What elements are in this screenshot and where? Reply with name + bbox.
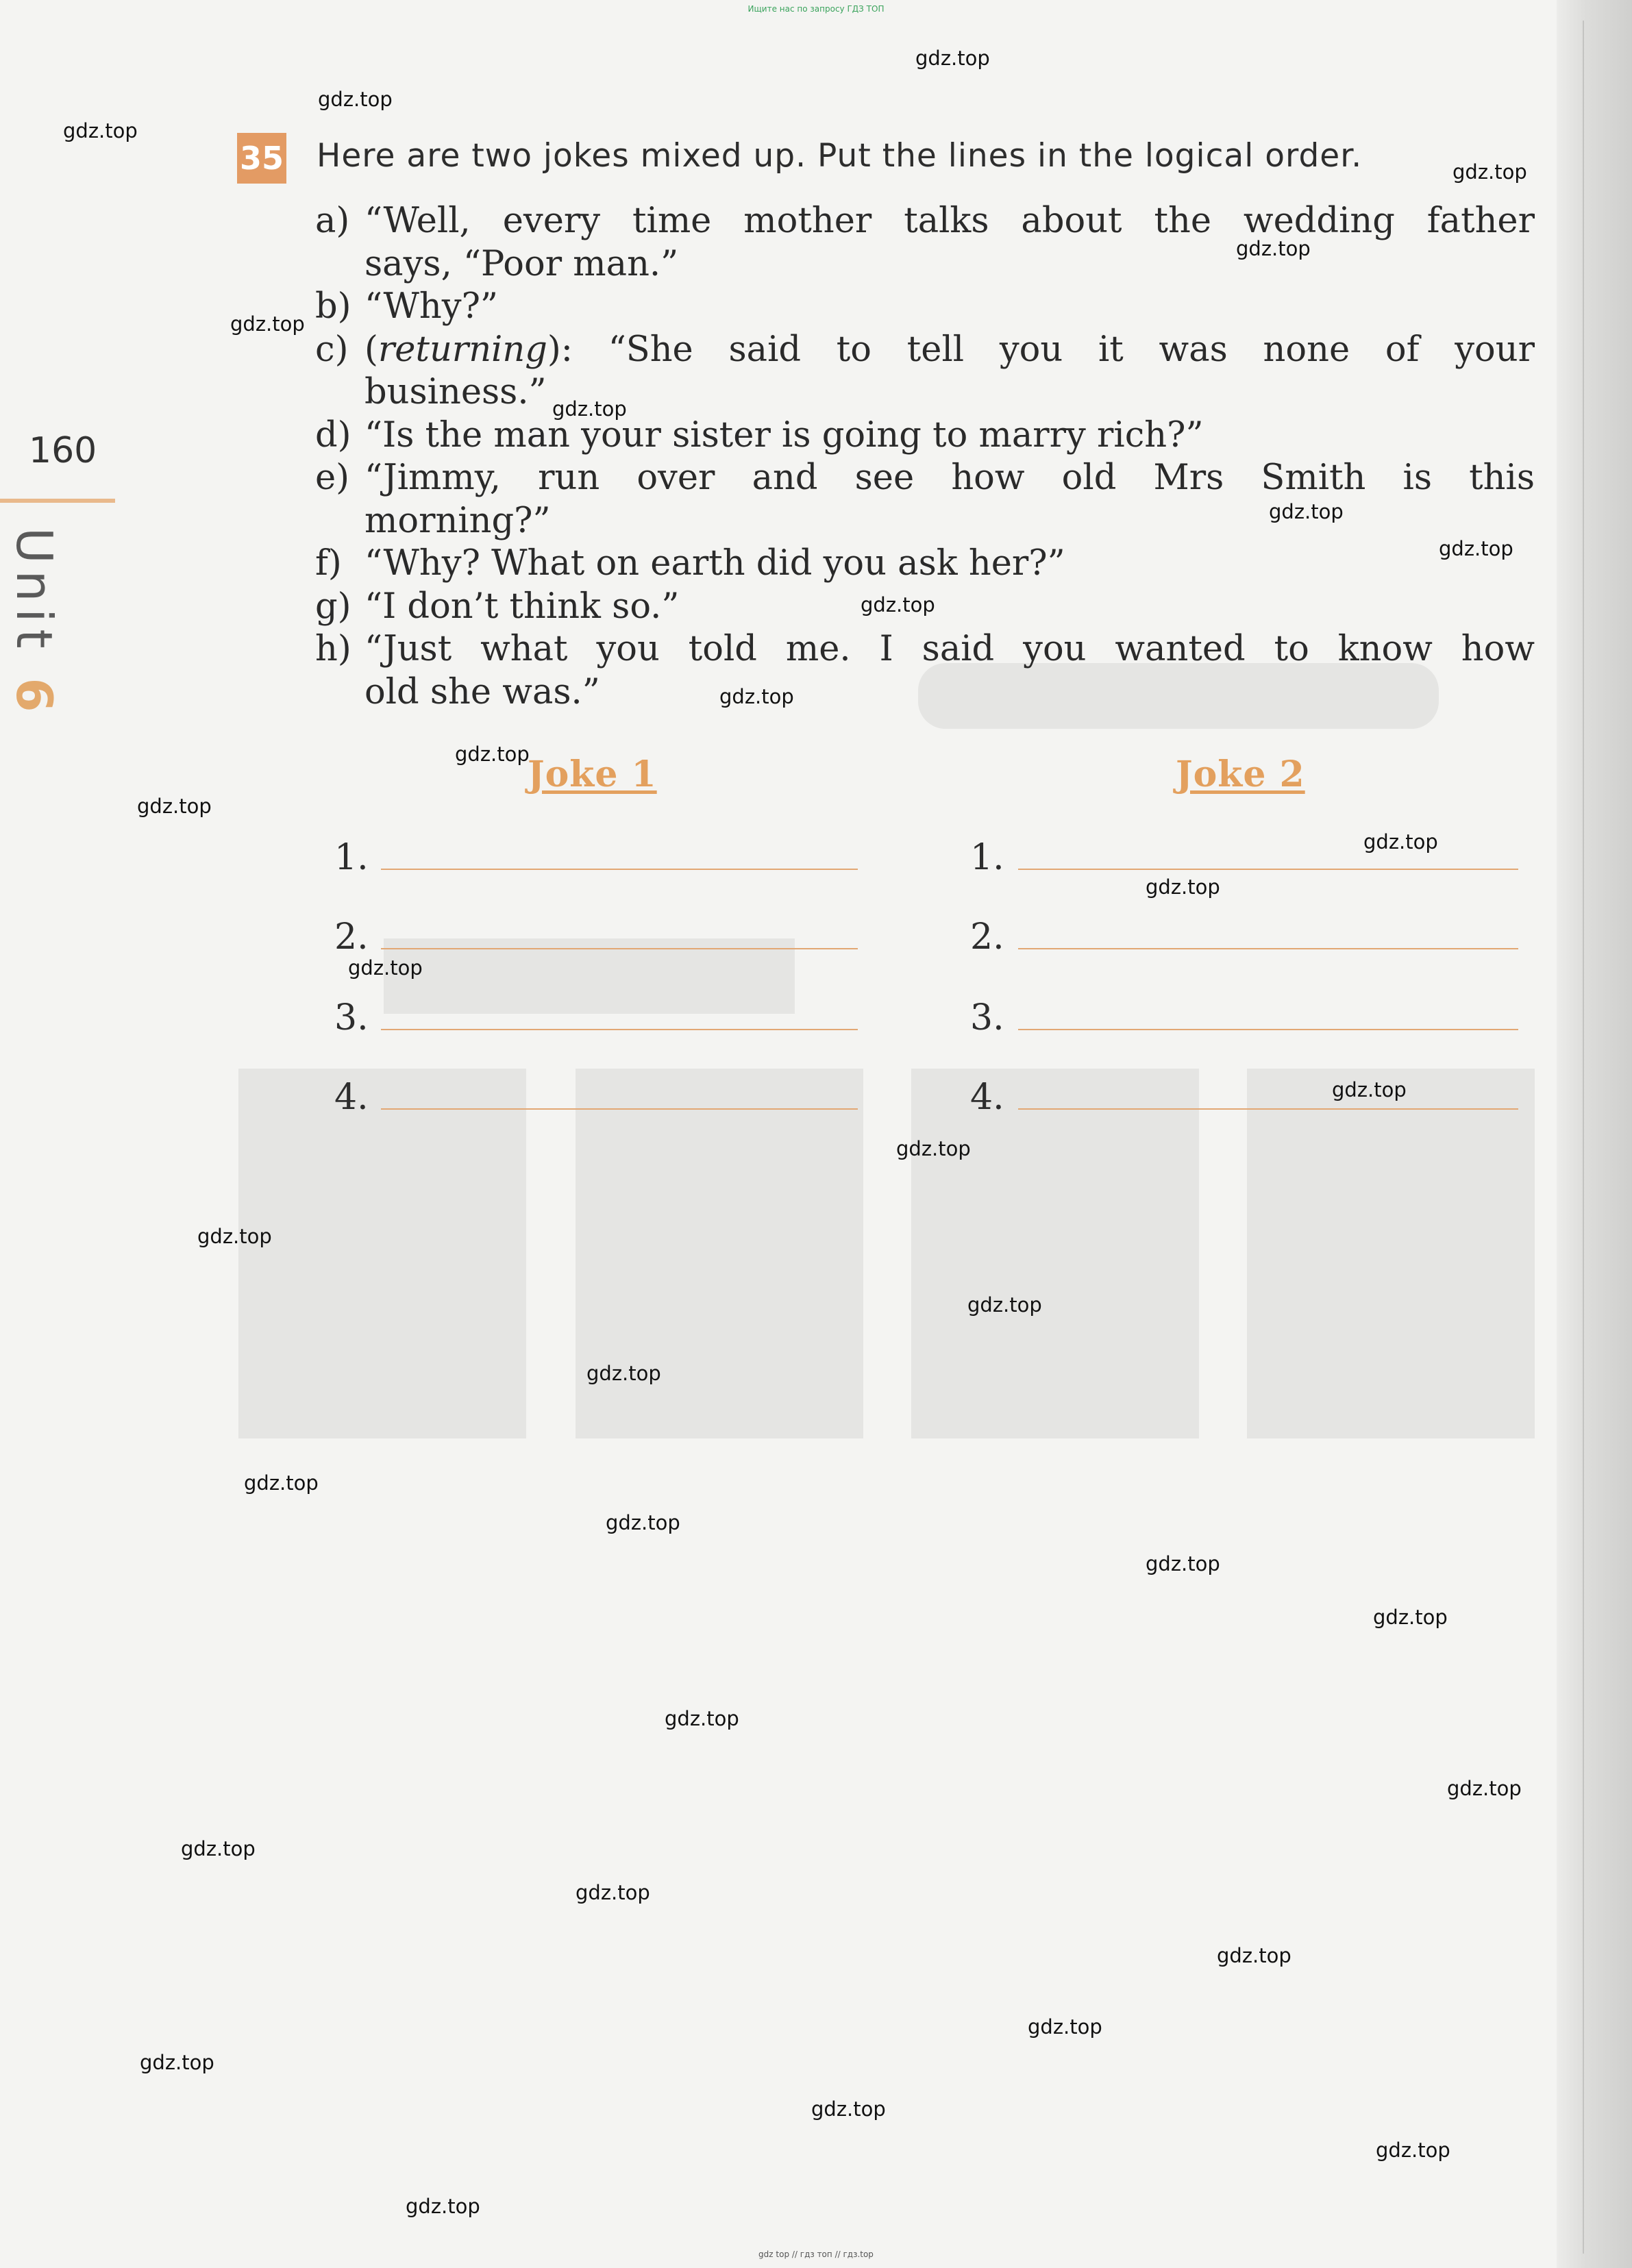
top-banner: Ищите нас по запросу ГДЗ ТОП bbox=[747, 4, 885, 14]
watermark: gdz.top bbox=[406, 2195, 480, 2218]
watermark: gdz.top bbox=[1217, 1944, 1291, 1967]
watermark: gdz.top bbox=[967, 1293, 1042, 1317]
watermark: gdz.top bbox=[606, 1511, 680, 1534]
joke-1-number-3: 3. bbox=[334, 997, 369, 1038]
watermark: gdz.top bbox=[1439, 537, 1513, 560]
page-number: 160 bbox=[29, 430, 97, 471]
line-letter: f) bbox=[315, 543, 342, 584]
exercise-number-badge: 35 bbox=[237, 133, 286, 184]
joke-2-number-3: 3. bbox=[970, 997, 1004, 1038]
unit-label bbox=[5, 527, 63, 719]
watermark: gdz.top bbox=[230, 312, 305, 336]
line-text-italic: returning bbox=[378, 329, 547, 370]
line-text: “Well, every time mother talks about the wedding father bbox=[364, 201, 1535, 241]
watermark: gdz.top bbox=[1373, 1606, 1448, 1629]
joke-line-e-cont: morning?” bbox=[364, 500, 551, 541]
joke-lines-list bbox=[315, 200, 1535, 714]
watermark: gdz.top bbox=[137, 795, 212, 818]
watermark: gdz.top bbox=[1269, 500, 1344, 523]
joke-line-f bbox=[315, 543, 1535, 586]
watermark: gdz.top bbox=[1146, 875, 1220, 899]
joke-2-answer-field-1[interactable] bbox=[1018, 869, 1518, 870]
joke-line-a-cont: says, “Poor man.” bbox=[364, 243, 679, 284]
bleed-through-box bbox=[384, 938, 795, 1014]
line-letter: c) bbox=[315, 329, 349, 370]
joke-line-h-cont: old she was.” bbox=[364, 671, 600, 712]
watermark: gdz.top bbox=[552, 397, 627, 421]
joke-1-title: Joke 1 bbox=[528, 753, 657, 795]
line-letter: d) bbox=[315, 414, 351, 456]
joke-line-d bbox=[315, 414, 1535, 458]
bottom-banner: gdz top // гдз топ // гдз.top bbox=[758, 2250, 874, 2259]
watermark: gdz.top bbox=[244, 1471, 319, 1495]
line-text bbox=[364, 329, 1535, 372]
watermark: gdz.top bbox=[318, 88, 393, 111]
joke-2-answer-field-4[interactable] bbox=[1018, 1108, 1518, 1110]
joke-1-number-4: 4. bbox=[334, 1077, 369, 1118]
joke-line-c-cont: business.” bbox=[364, 372, 547, 412]
joke-line-b bbox=[315, 286, 1535, 329]
line-text-pre: ( bbox=[364, 329, 378, 370]
watermark: gdz.top bbox=[1363, 830, 1438, 853]
line-text: “Why? What on earth did you ask her?” bbox=[364, 543, 1065, 584]
line-letter: a) bbox=[315, 201, 350, 241]
watermark: gdz.top bbox=[1447, 1777, 1522, 1800]
joke-2-number-1: 1. bbox=[970, 837, 1004, 878]
line-text: “Just what you told me. I said you wanted to know how bbox=[364, 629, 1535, 669]
watermark: gdz.top bbox=[1146, 1552, 1220, 1575]
watermark: gdz.top bbox=[896, 1137, 971, 1160]
line-text: “I don’t think so.” bbox=[364, 586, 680, 627]
joke-line-a bbox=[315, 200, 1535, 243]
watermark: gdz.top bbox=[1236, 237, 1311, 260]
watermark: gdz.top bbox=[455, 743, 530, 766]
watermark: gdz.top bbox=[1376, 2139, 1450, 2162]
joke-2-number-4: 4. bbox=[970, 1077, 1004, 1118]
joke-2-answer-field-2[interactable] bbox=[1018, 948, 1518, 949]
joke-line-e bbox=[315, 457, 1535, 500]
bleed-through-photo-4 bbox=[1247, 1069, 1535, 1438]
page-number-rule bbox=[0, 499, 115, 503]
watermark: gdz.top bbox=[576, 1881, 650, 1904]
joke-2-answer-field-3[interactable] bbox=[1018, 1029, 1518, 1030]
watermark: gdz.top bbox=[140, 2051, 214, 2074]
unit-word: Unit bbox=[5, 527, 63, 656]
watermark: gdz.top bbox=[861, 593, 935, 616]
watermark: gdz.top bbox=[63, 119, 138, 142]
watermark: gdz.top bbox=[1332, 1078, 1407, 1101]
page-edge bbox=[1557, 0, 1632, 2268]
page-fold-line bbox=[1583, 21, 1584, 2254]
joke-2-title: Joke 2 bbox=[1176, 753, 1305, 795]
watermark: gdz.top bbox=[665, 1707, 739, 1730]
joke-1-answer-field-1[interactable] bbox=[381, 869, 858, 870]
joke-1-answer-field-4[interactable] bbox=[381, 1108, 858, 1110]
joke-1-number-2: 2. bbox=[334, 917, 369, 958]
bleed-through-photo-3 bbox=[911, 1069, 1199, 1438]
line-text: “Why?” bbox=[364, 286, 498, 327]
line-letter: h) bbox=[315, 629, 351, 669]
watermark: gdz.top bbox=[915, 47, 990, 70]
joke-line-c bbox=[315, 329, 1535, 372]
joke-1-answer-field-2[interactable] bbox=[381, 948, 858, 949]
joke-1-answer-field-3[interactable] bbox=[381, 1029, 858, 1030]
watermark: gdz.top bbox=[1028, 2015, 1102, 2039]
line-text-post: ): “She said to tell you it was none of your bbox=[547, 329, 1535, 370]
watermark: gdz.top bbox=[1452, 160, 1527, 184]
watermark: gdz.top bbox=[719, 685, 794, 708]
line-letter: e) bbox=[315, 458, 350, 498]
line-letter: g) bbox=[315, 586, 351, 627]
bleed-through-photo-1 bbox=[238, 1069, 526, 1438]
exercise-instruction: Here are two jokes mixed up. Put the lines in the logical order. bbox=[317, 137, 1363, 175]
watermark: gdz.top bbox=[181, 1837, 256, 1860]
joke-line-h bbox=[315, 628, 1535, 671]
joke-1-number-1: 1. bbox=[334, 837, 369, 878]
watermark: gdz.top bbox=[586, 1362, 661, 1385]
line-text: “Jimmy, run over and see how old Mrs Smith is this bbox=[364, 458, 1535, 498]
watermark: gdz.top bbox=[348, 956, 423, 980]
line-letter: b) bbox=[315, 286, 351, 327]
watermark: gdz.top bbox=[811, 2097, 886, 2121]
unit-number: 6 bbox=[5, 677, 63, 719]
joke-2-number-2: 2. bbox=[970, 917, 1004, 958]
line-text: “Is the man your sister is going to marry rich?” bbox=[364, 414, 1204, 456]
watermark: gdz.top bbox=[197, 1225, 272, 1248]
